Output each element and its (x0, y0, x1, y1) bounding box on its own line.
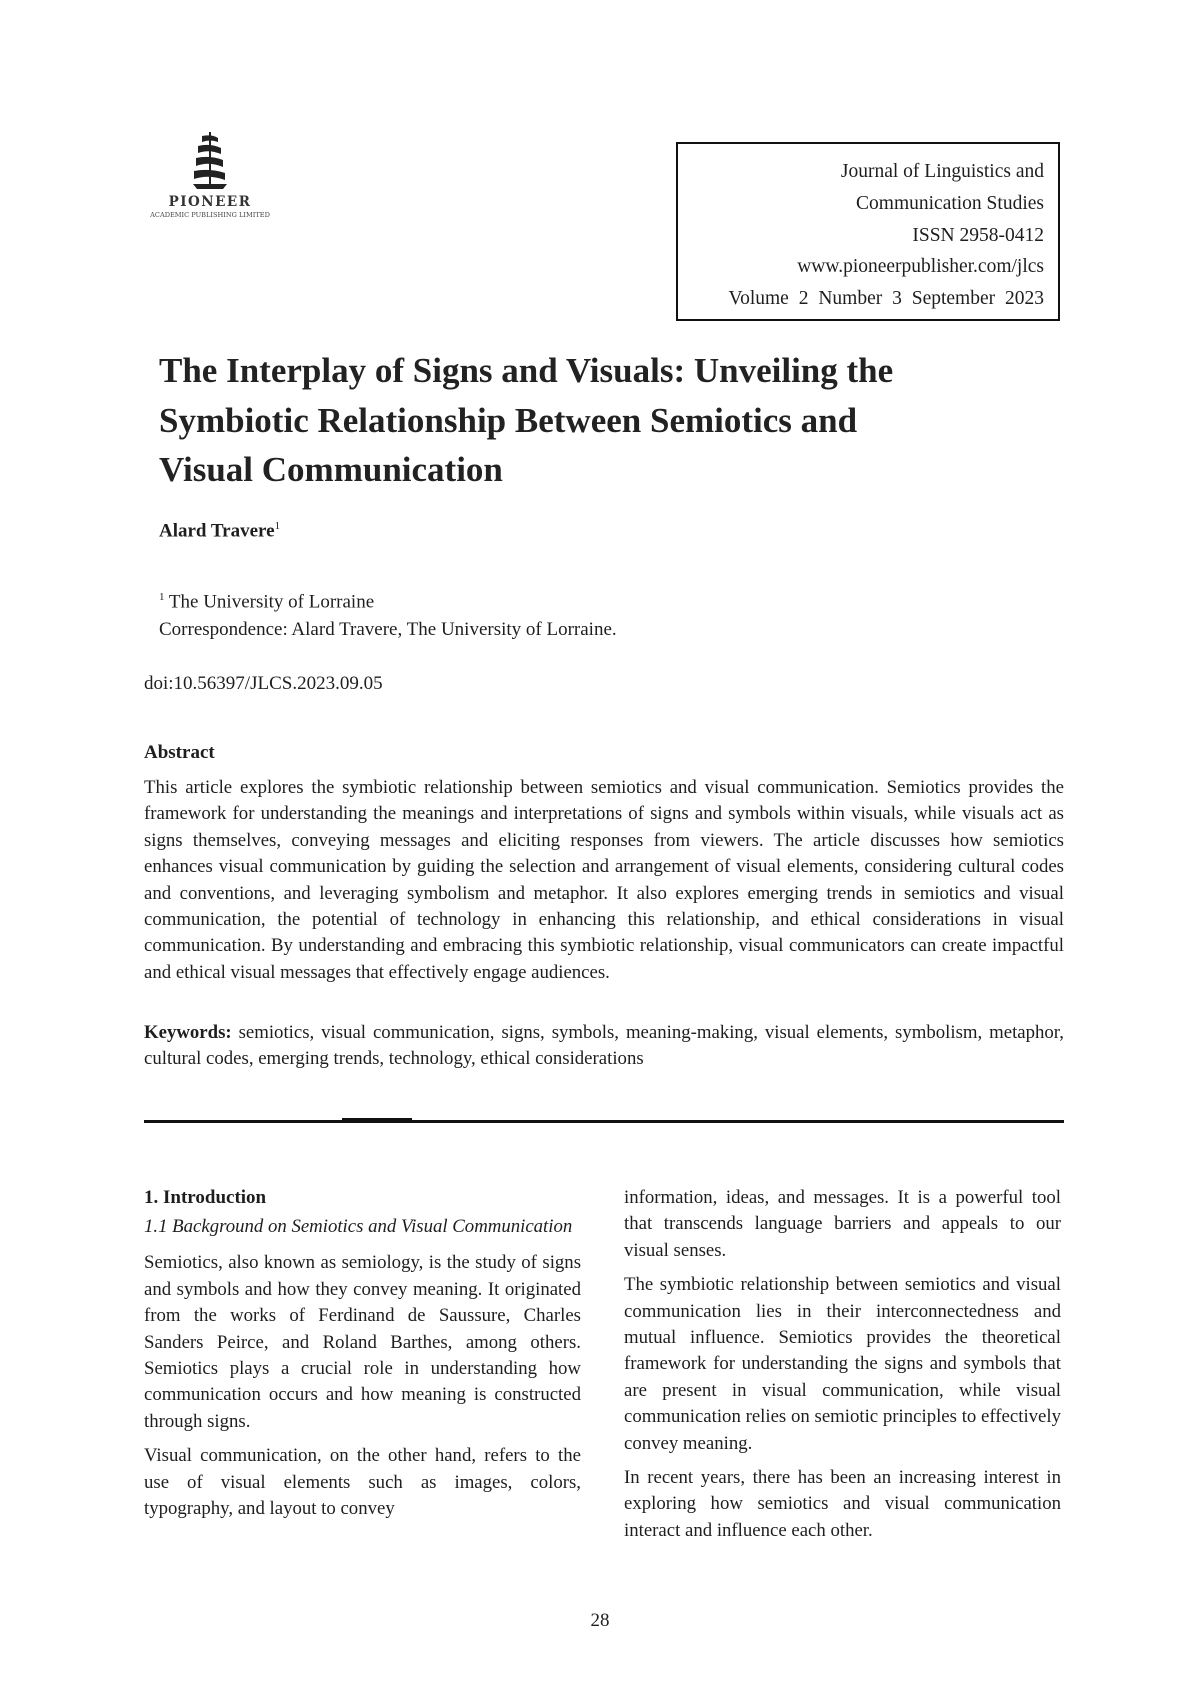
paper-title (159, 346, 1059, 495)
author (159, 520, 280, 542)
body-paragraph: information, ideas, and messages. It is a powerful tool that transcends language barriers and appeals to our visual senses. (624, 1187, 1061, 1261)
logo-name: PIONEER (168, 194, 252, 210)
correspondence-line: Correspondence: Alard Travere, The University of Lorraine. (159, 619, 617, 641)
journal-name-line-2: Communication Studies (856, 192, 1044, 214)
body-paragraph: In recent years, there has been an increasing interest in exploring how semiotics and visual communication interact and influence each other. (624, 1467, 1061, 1541)
journal-volume: Volume 2 Number 3 September 2023 (728, 288, 1044, 310)
affiliation-mark: 1 (159, 591, 165, 603)
title-line-3: Visual Communication (159, 450, 503, 489)
ship-icon (188, 130, 232, 190)
author-name: Alard Travere (159, 520, 275, 542)
affiliation-institution: The University of Lorraine (164, 591, 375, 613)
body-paragraph: Semiotics, also known as semiology, is the study of signs and symbols and how they convey meaning. It originated from the works of Ferdinand de Saussure, Charles Sanders Peirce, and Roland Barthes, among others. Semiotics plays a crucial role in understanding how communication occurs and how meaning is constructed through signs. (144, 1252, 581, 1432)
journal-name-line-1: Journal of Linguistics and (840, 161, 1044, 182)
title-line-1: The Interplay of Signs and Visuals: Unveiling the (159, 351, 894, 390)
body-paragraph: The symbiotic relationship between semiotics and visual communication lies in their interconnectedness and mutual influence. Semiotics provides the theoretical framework for understanding the signs and symbols that are present in visual communication, while visual communication relies on semiotic principles to effectively convey meaning. (624, 1274, 1061, 1454)
keywords (144, 1020, 1064, 1073)
title-line-2: Symbiotic Relationship Between Semiotics and (159, 400, 858, 440)
subsection-heading: 1.1 Background on Semiotics and Visual Communication (144, 1216, 573, 1237)
author-affiliation-mark: 1 (274, 520, 281, 532)
keywords-label: Keywords: (144, 1022, 232, 1043)
body-paragraph: Visual communication, on the other hand, refers to the use of visual elements such as images, colors, typography, and layout to convey (144, 1445, 581, 1520)
abstract-text: This article explores the symbiotic relationship between semiotics and visual communication. Semiotics provides the framework for understanding the meanings and interpretations of signs and symbols within visuals, while visuals act as signs themselves, conveying messages and eliciting responses from viewers. The article discusses how semiotics enhances visual communication by guiding the selection and arrangement of visual elements, considering cultural codes and conventions, and leveraging symbolism and metaphor. It also explores emerging trends in semiotics and visual communication, the potential of technology in enhancing this relationship, and ethical considerations in visual communication. By understanding and embracing this symbiotic relationship, visual communicators can create impactful and ethical visual messages that effectively engage audiences. (144, 777, 1064, 983)
journal-url[interactable]: www.pioneerpublisher.com/jlcs (797, 256, 1044, 278)
section-divider-accent (342, 1118, 412, 1121)
journal-info-box (676, 142, 1060, 321)
doi[interactable]: doi:10.56397/JLCS.2023.09.05 (144, 673, 383, 694)
abstract-heading: Abstract (144, 742, 215, 763)
section-divider (144, 1120, 1064, 1123)
affiliation-line (159, 583, 617, 616)
page-number: 28 (590, 1610, 610, 1631)
publisher-logo (140, 130, 280, 230)
affiliation-block (159, 583, 617, 644)
body-column-right (624, 1185, 1061, 1552)
body-column-left (144, 1185, 581, 1530)
logo-subtitle: ACADEMIC PUBLISHING LIMITED (150, 211, 270, 219)
keywords-text: semiotics, visual communication, signs, symbols, meaning-making, visual elements, symbolism, metaphor, cultural codes, emerging trends, technology, ethical considerations (144, 1022, 1064, 1070)
section-heading: 1. Introduction (144, 1187, 267, 1208)
journal-issn: ISSN 2958-0412 (912, 224, 1044, 246)
